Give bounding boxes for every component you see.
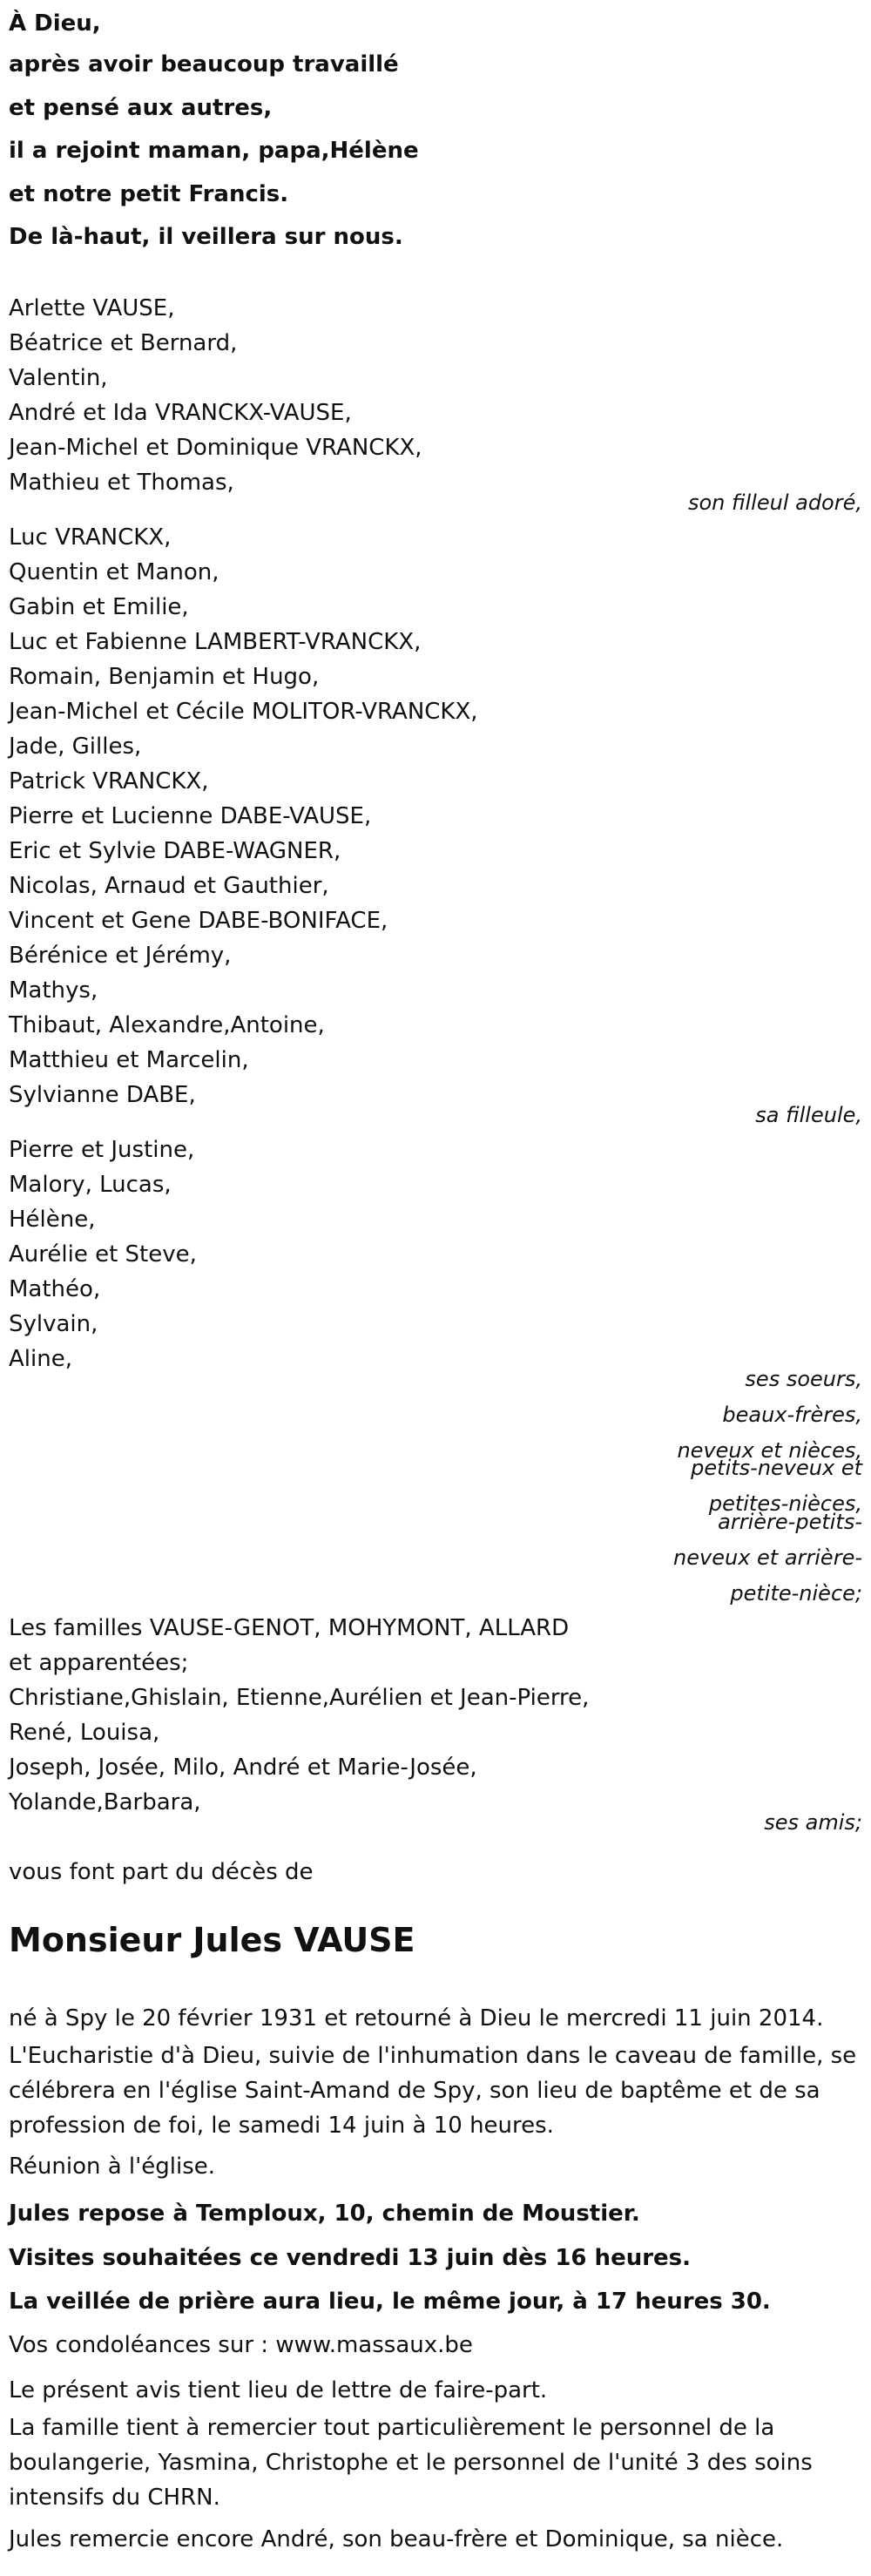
relation-note: ses soeurs, beaux-frères, neveux et nièces, [677,1367,862,1463]
family-member: Joseph, Josée, Milo, André et Marie-Josée, [9,1755,477,1781]
family-member: Arlette VAUSE, [9,295,175,321]
relation-note: son filleul adoré, [687,490,862,515]
family-member: Malory, Lucas, [9,1172,172,1198]
family-member: Gabin et Emilie, [9,594,189,620]
relation-note: petits-neveux et petites-nièces, [691,1456,862,1516]
family-member: Luc VRANCKX, [9,524,172,551]
family-member: Jean-Michel et Dominique VRANCKX, [9,435,422,461]
family-member: Jean-Michel et Cécile MOLITOR-VRANCKX, [9,699,478,725]
family-member: Quentin et Manon, [9,559,219,585]
visits-line: Visites souhaitées ce vendredi 13 juin dès 16 heures. [9,2245,692,2271]
intro-line: et pensé aux autres, [9,95,273,121]
family-member: Patrick VRANCKX, [9,768,209,794]
condolences-line: Vos condoléances sur : www.massaux.be [9,2332,473,2358]
family-member: Sylvianne DABE, [9,1082,196,1108]
family-member: Eric et Sylvie DABE-WAGNER, [9,838,341,864]
family-member: Les familles VAUSE-GENOT, MOHYMONT, ALLARD [9,1615,570,1641]
birth-death-line: né à Spy le 20 février 1931 et retourné à Dieu le mercredi 11 juin 2014. [9,2005,824,2032]
family-member: Valentin, [9,365,108,391]
announcement: vous font part du décès de [9,1859,314,1885]
family-member: Mathéo, [9,1276,101,1302]
family-member: Matthieu et Marcelin, [9,1047,249,1073]
notice-line: Le présent avis tient lieu de lettre de faire-part. [9,2377,548,2404]
family-member: René, Louisa, [9,1720,160,1746]
family-member: Sylvain, [9,1311,98,1337]
family-member: Aurélie et Steve, [9,1241,197,1268]
family-member: Pierre et Justine, [9,1137,195,1163]
rests-line: Jules repose à Temploux, 10, chemin de Moustier. [9,2201,640,2227]
family-member: Romain, Benjamin et Hugo, [9,664,320,690]
reunion-line: Réunion à l'église. [9,2153,216,2180]
family-member: Mathieu et Thomas, [9,470,234,496]
intro-line: À Dieu, [9,10,101,37]
intro-line: après avoir beaucoup travaillé [9,51,399,78]
family-member: Nicolas, Arnaud et Gauthier, [9,873,329,899]
family-member: et apparentées; [9,1650,189,1676]
relation-note: arrière-petits-neveux et arrière-petite-nièce; [673,1510,862,1606]
intro-line: De là-haut, il veillera sur nous. [9,224,403,250]
family-member: Jade, Gilles, [9,734,142,760]
family-member: Yolande,Barbara, [9,1789,201,1815]
vigil-line: La veillée de prière aura lieu, le même jour, à 17 heures 30. [9,2289,771,2315]
thanks-line: Jules remercie encore André, son beau-frère et Dominique, sa nièce. [9,2526,784,2552]
family-member: Pierre et Lucienne DABE-VAUSE, [9,803,372,829]
family-member: Mathys, [9,977,98,1004]
relation-note: ses amis; [764,1810,862,1835]
family-member: Hélène, [9,1207,96,1233]
family-member: André et Ida VRANCKX-VAUSE, [9,400,352,426]
relation-note: sa filleule, [755,1103,862,1127]
family-member: Thibaut, Alexandre,Antoine, [9,1012,325,1038]
family-member: Vincent et Gene DABE-BONIFACE, [9,908,388,934]
deceased-name: Monsieur Jules VAUSE [9,1921,415,1959]
family-member: Bérénice et Jérémy, [9,943,232,969]
family-member: Luc et Fabienne LAMBERT-VRANCKX, [9,629,422,655]
family-member: Béatrice et Bernard, [9,330,238,356]
thanks-paragraph: La famille tient à remercier tout particulièrement le personnel de la boulangerie, Yasmina, Christophe et le personnel de l'unité 3 des soins intensifs du CHRN. [9,2415,813,2511]
intro-line: et notre petit Francis. [9,181,289,207]
family-member: Aline, [9,1346,72,1372]
intro-line: il a rejoint maman, papa,Hélène [9,138,419,164]
family-member: Christiane,Ghislain, Etienne,Aurélien et Jean-Pierre, [9,1685,590,1711]
ceremony-paragraph: L'Eucharistie d'à Dieu, suivie de l'inhumation dans le caveau de famille, se célébrera en l'église Saint-Amand de Spy, son lieu de baptême et de sa profession de foi, le samedi 14 juin à 10 heures. [9,2043,857,2139]
